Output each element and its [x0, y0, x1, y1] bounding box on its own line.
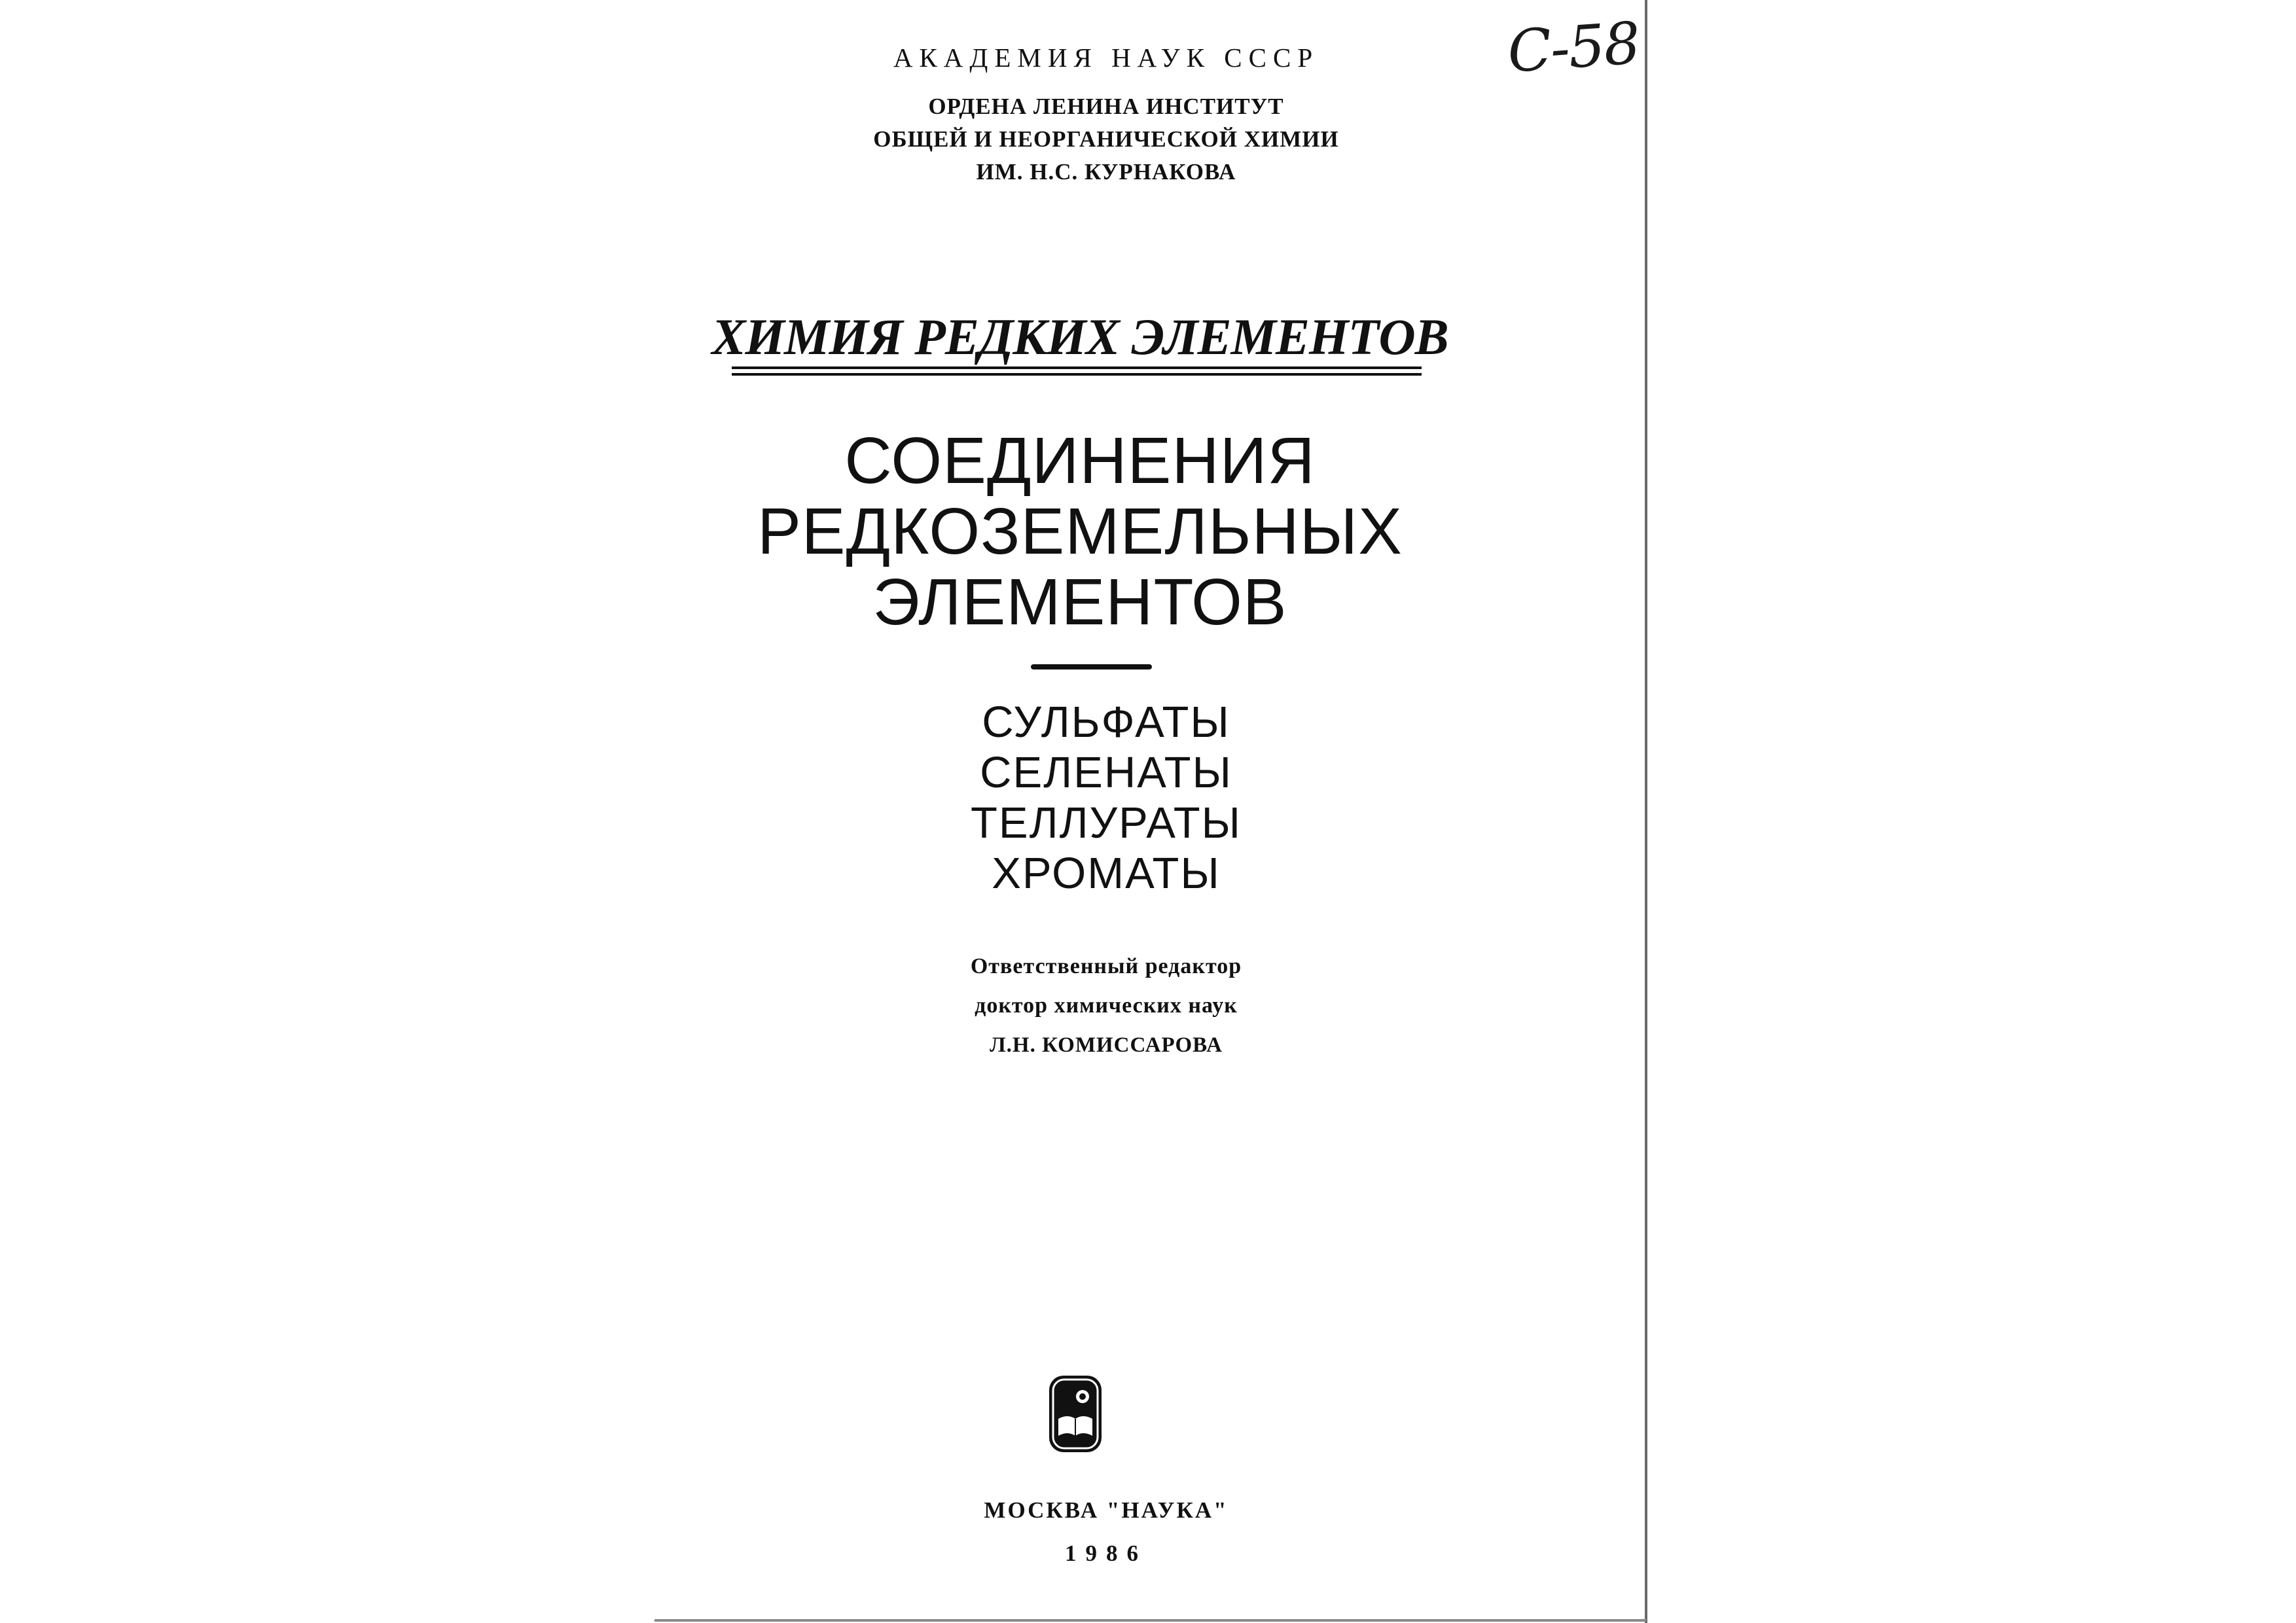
- handwritten-shelfmark: С-58: [1505, 9, 1641, 86]
- publisher-city: МОСКВА "НАУКА": [984, 1497, 1229, 1523]
- publisher-block: [681, 1489, 1532, 1575]
- subtitle-line: ТЕЛЛУРАТЫ: [970, 798, 1242, 847]
- institute-line: ОРДЕНА ЛЕНИНА ИНСТИТУТ: [928, 94, 1284, 119]
- editor-role: Ответственный редактор: [970, 954, 1242, 978]
- institute-line: ОБЩЕЙ И НЕОРГАНИЧЕСКОЙ ХИМИИ: [873, 126, 1339, 152]
- academy-name: АКАДЕМИЯ НАУК СССР: [893, 43, 1319, 73]
- main-title-line: СОЕДИНЕНИЯ: [844, 424, 1316, 497]
- series-title: ХИМИЯ РЕДКИХ ЭЛЕМЕНТОВ: [711, 308, 1448, 365]
- nauka-book-logo-icon: [1047, 1373, 1104, 1455]
- series-rule-bottom: [732, 373, 1422, 376]
- main-title-line: РЕДКОЗЕМЕЛЬНЫХ: [757, 495, 1403, 568]
- editor-degree: доктор химических наук: [975, 993, 1238, 1018]
- subtitle-line: ХРОМАТЫ: [992, 849, 1221, 898]
- series-rule-top: [732, 366, 1422, 369]
- institute-line: ИМ. Н.С. КУРНАКОВА: [976, 159, 1236, 185]
- subtitle-line: СУЛЬФАТЫ: [982, 698, 1230, 747]
- title-divider: [1031, 664, 1152, 669]
- main-title: [655, 425, 1505, 637]
- publication-year: 1986: [1065, 1541, 1147, 1566]
- editor-block: [681, 947, 1532, 1065]
- title-page: [655, 0, 1645, 1623]
- subtitle-list: [681, 697, 1532, 899]
- main-title-line: ЭЛЕМЕНТОВ: [872, 565, 1287, 639]
- institute-name: [681, 90, 1532, 188]
- subtitle-line: СЕЛЕНАТЫ: [980, 748, 1232, 797]
- editor-name: Л.Н. КОМИССАРОВА: [990, 1033, 1223, 1057]
- page-edge: [1645, 0, 1647, 1623]
